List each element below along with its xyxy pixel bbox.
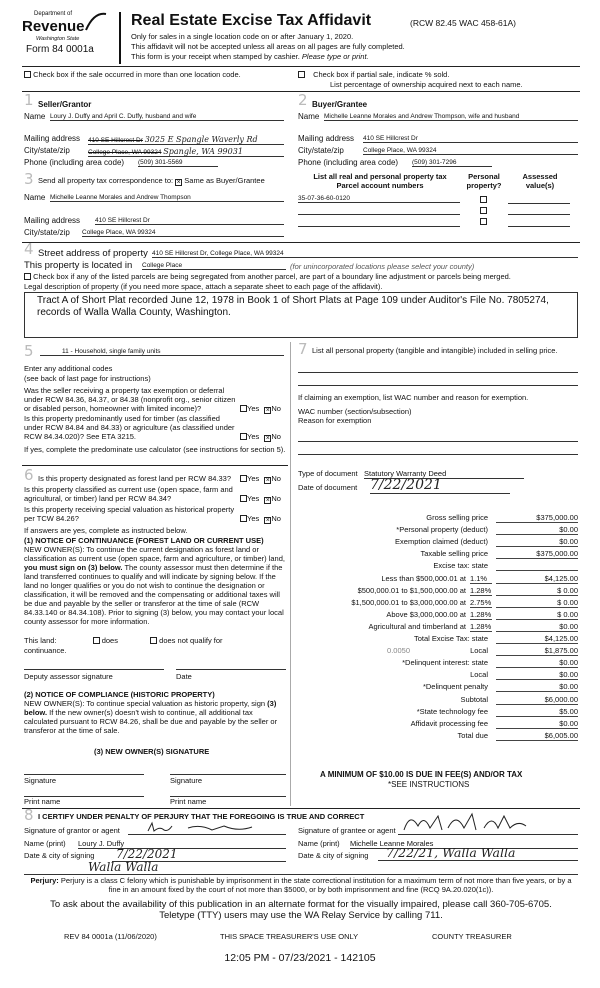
segregated-label: Check box if any of the listed parcels are being segregated from another parcel, are part of a boundary line adjustment or parcels being merged. [33,272,511,281]
calc-value[interactable] [496,561,578,571]
calc-value[interactable]: $375,000.00 [496,549,578,559]
section-number-4: 4 [24,240,34,258]
header-line2: This affidavit will not be accepted unless all areas on all pages are fully completed. [131,42,405,51]
predominate-use-note: If yes, complete the predominate use calculator (see instructions for section 5). [24,445,286,454]
exemption-claim-label: If claiming an exemption, list WAC number and reason for exemption. [298,393,529,402]
exemption-no-checkbox[interactable]: × [265,407,270,414]
current-use-no-checkbox[interactable]: × [265,497,270,504]
historic-text [24,699,288,735]
certify-statement: I CERTIFY UNDER PENALTY OF PERJURY THAT THE FOREGOING IS TRUE AND CORRECT [38,812,365,821]
legal-description-box[interactable] [24,292,578,338]
doc-type-label: Type of document [298,469,358,478]
same-as-buyer-label: Same as Buyer/Grantee [184,176,265,185]
assessed-value-3[interactable] [508,218,570,227]
seller-mail-field[interactable] [88,135,284,145]
perjury-label: Perjury: [30,876,59,885]
revision-label: REV 84 0001a (11/06/2020) [64,932,157,941]
current-use-question: Is this property classified as current use (open space, farm and agricultural, or timber) land per RCW 84.34? [24,485,233,503]
page-title: Real Estate Excise Tax Affidavit [131,12,372,29]
calc-value[interactable]: $375,000.00 [496,513,578,523]
parcel-number-2[interactable] [298,206,460,215]
calc-label: $1,500,000.01 to $3,000,000.00 at [351,598,466,607]
section-number-1: 1 [24,91,34,109]
exemption-no-label: No [271,404,281,413]
forest-yes-checkbox[interactable] [240,475,247,482]
owner-signature-line-1[interactable] [24,773,144,775]
treasurer-space-label: THIS SPACE TREASURER'S USE ONLY [220,932,359,941]
land-does-label: does [101,636,118,645]
historic-text-2: If the new owner(s) doesn't wish to continue, all additional tax calculated pursuant to RCW 84.26, shall be due and payable by the seller or transferor at the time of sale. [24,708,278,735]
calc-rate: 2.75% [470,598,492,607]
personal-property-line-1[interactable] [298,371,578,373]
exemption-yes-checkbox[interactable] [240,405,247,412]
historic-answer [240,514,281,524]
calc-value[interactable]: $4,125.00 [496,634,578,644]
buyer-heading: Buyer/Grantee [312,100,368,109]
calc-value[interactable]: $0.00 [496,658,578,668]
continuance-text-1: NEW OWNER(S): To continue the current designation as forest land or classification as current use (open space, farm and agriculture, or timber) land, [24,545,285,563]
parcel-head-accounts: Parcel account numbers [336,181,424,190]
corr-name-field[interactable]: Michelle Leanne Morales and Andrew Thompson [50,194,284,202]
multi-location-check-row [24,70,241,79]
partial-sale-label: Check box if partial sale, indicate % sold. [313,70,450,79]
exemption-reason-line-2[interactable] [298,453,578,455]
buyer-name-label: Name [298,112,320,121]
personal-property-checkbox-3[interactable] [480,218,487,225]
historic-text-1: NEW OWNER(S): To continue special valuation as historic property, sign [24,699,266,708]
parcel-number-3[interactable] [298,218,460,227]
calc-label: Exemption claimed (deduct) [395,537,488,546]
same-as-buyer-checkbox[interactable]: × [176,179,181,186]
calc-value[interactable]: $ 0.00 [496,598,578,608]
calc-rate: 1.1% [470,574,492,584]
street-label: Street address of property [38,248,148,259]
corr-mail-field[interactable]: 410 SE Hillcrest Dr [95,217,284,225]
grantee-signature-icon [398,810,578,832]
seller-city-field[interactable] [88,147,284,157]
timber-question: Is this property predominantly used for timber (as classified under RCW 84.84 and 84.33) or agriculture (as classified under RCW 84.34.020)? See ETA 3215. [24,414,235,441]
seller-mail-label: Mailing address [24,134,81,143]
buyer-name-field[interactable]: Michelle Leanne Morales and Andrew Thompson, wife and husband [324,113,578,121]
owner-signature-label-1: Signature [24,776,57,785]
calc-label: Less than $500,000.01 at [381,574,466,583]
header-line3 [131,52,369,61]
corr-city-field[interactable]: College Place, WA 99324 [82,229,284,237]
grantee-date-label: Date & city of signing [298,851,369,860]
parcel-number-1[interactable]: 35-07-36-60-0120 [298,195,460,203]
calc-rate: 1.28% [470,622,492,631]
doc-date-label: Date of document [298,483,358,492]
header-divider [119,12,121,64]
wac-number-label: WAC number (section/subsection) [298,407,412,416]
seller-mail-handwritten: 3025 E Spangle Waverly Rd [144,135,258,144]
calc-label: *Personal property (deduct) [396,525,488,534]
doc-date-field[interactable]: 7/22/2021 [370,478,510,494]
land-use-code-field[interactable]: 11 - Household, single family units [40,348,284,356]
title-citation: (RCW 82.45 WAC 458-61A) [410,18,516,28]
grantee-name-label: Name (print) [298,839,340,848]
grantee-date-field[interactable]: 7/22/21, Walla Walla [378,846,578,861]
calc-label: Taxable selling price [420,549,488,558]
historic-question: Is this property receiving special valuation as historical property per TCW 84.26? [24,505,235,523]
corr-mail-label: Mailing address [24,216,81,225]
personal-property-checkbox-2[interactable] [480,207,487,214]
parcel-head-list: List all real and personal property tax [313,172,447,181]
forest-question: Is this property designated as forest land per RCW 84.33? [38,474,232,483]
perjury-text: Perjury is a class C felony which is punishable by imprisonment in the state correctional institution for a maximum term of not more than five years, or by a fine in an amount fixed by the court of not more than $5000, or by both imprisonment and fine (RCQ 9A.20.020(1c)). [60,876,572,894]
grantor-city-field[interactable]: Walla Walla [88,860,159,874]
exemption-question: Was the seller receiving a property tax exemption or deferral under RCW 84.36, 84.37, or 84.38 (nonprofit org., senior citizen or disabled person, homeowner with limited income)? [24,386,236,413]
new-owner-signature-title: (3) NEW OWNER(S) SIGNATURE [94,747,210,756]
header-line3-text: This form is your receipt when stamped by cashier. [131,52,300,61]
historic-yes-checkbox[interactable] [240,515,247,522]
seller-city-label: City/state/zip [24,146,70,155]
corr-name-label: Name [24,193,46,202]
segregated-checkbox[interactable] [24,273,31,280]
this-land-label: This land: [24,636,57,645]
exemption-answer [240,404,281,414]
continuance-text-bold: you must sign on (3) below. [24,563,123,572]
unincorporated-note: (for unincorporated locations please select your county) [290,262,475,271]
current-use-answer [240,494,281,504]
calc-value[interactable]: $5.00 [496,707,578,717]
owner-print-label-1: Print name [24,797,61,806]
grantor-signature-label: Signature of grantor or agent [24,826,120,835]
personal-property-list-label: List all personal property (tangible and intangible) included in selling price. [312,346,558,355]
grantor-name-label: Name (print) [24,839,66,848]
section-number-6: 6 [24,466,34,484]
calc-label: *State technology fee [416,707,488,716]
calc-value[interactable]: $0.00 [496,525,578,535]
calc-label: Local [470,670,488,679]
this-land-row [24,636,288,645]
assessed-value-1[interactable] [508,195,570,204]
historic-yes-label: Yes [247,514,260,523]
calc-value[interactable]: $0.00 [496,719,578,729]
continuance-text [24,545,288,626]
calc-label: Agricultural and timberland at [368,622,466,631]
accessibility-line-1: To ask about the availability of this publication in an alternate format for the visually impaired, please call 360-705-6705. [50,899,552,910]
legal-description-label: Legal description of property (if you need more space, attach a separate sheet to each page of the affidavit). [24,282,383,291]
calc-value[interactable]: $ 0.00 [496,586,578,596]
grantor-date-label: Date & city of signing [24,851,95,860]
personal-property-line-2[interactable] [298,384,578,386]
land-does-not-checkbox[interactable] [150,637,157,644]
personal-property-head: Personal property? [466,172,502,190]
timber-yes-label: Yes [247,432,260,441]
buyer-city-label: City/state/zip [298,146,344,155]
grantee-signature-label: Signature of grantee or agent [298,826,396,835]
accessibility-line-2: Teletype (TTY) users may use the WA Relay Service by calling 711. [159,910,443,921]
calc-label: Gross selling price [426,513,488,522]
calc-value[interactable]: $6,005.00 [496,731,578,741]
seller-city-struck: College Place, WA 99324 [88,149,162,156]
deputy-date-label: Date [176,672,192,681]
logo-dept: Department of [34,11,73,17]
section-number-8: 8 [24,806,34,824]
segregated-check-row [24,272,580,281]
logo-state: Washington State [36,36,80,42]
section-number-3: 3 [24,170,34,188]
header-line3-italic: Please type or print. [301,52,369,61]
column-divider [290,342,291,806]
calc-value[interactable]: $4,125.00 [496,574,578,584]
partial-sale-note: List percentage of ownership acquired next to each name. [330,80,523,89]
additional-codes-label: Enter any additional codes [24,364,113,373]
multi-location-checkbox[interactable] [24,71,31,78]
deputy-signature-label: Deputy assessor signature [24,672,113,681]
perjury-box [24,874,578,897]
grantee-signature-field[interactable] [398,822,578,835]
cashier-stamp: 12:05 PM - 07/23/2021 - 142105 [224,952,376,964]
partial-sale-checkbox[interactable] [298,71,305,78]
forest-no-label: No [271,474,281,483]
calc-value[interactable]: $1,875.00 [496,646,578,656]
located-label: This property is located in [24,260,133,271]
continuance-word: continuance. [24,646,67,655]
timber-no-checkbox[interactable]: × [265,435,270,442]
seller-name-field[interactable]: Loury J. Duffy and April C. Duffy, husband and wife [50,113,284,121]
grantor-name-field[interactable]: Loury J. Duffy [78,839,286,849]
land-does-checkbox[interactable] [93,637,100,644]
owner-print-label-2: Print name [170,797,207,806]
buyer-mail-field[interactable]: 410 SE Hillcrest Dr [363,135,578,143]
calc-label: Subtotal [460,695,488,704]
calc-label: $500,000.01 to $1,500,000.00 at [357,586,466,595]
historic-no-label: No [271,514,281,523]
calc-value[interactable]: $0.00 [496,622,578,632]
owner-signature-label-2: Signature [170,776,203,785]
county-treasurer-label: COUNTY TREASURER [432,932,512,941]
forest-yes-label: Yes [247,474,260,483]
exemption-yes-label: Yes [247,404,260,413]
logo-wordmark: Revenue [22,18,85,35]
calc-label: Excise tax: state [433,561,488,570]
section-number-5: 5 [24,342,34,360]
doc-type-field[interactable]: Statutory Warranty Deed [364,469,524,479]
deputy-signature-line[interactable] [24,668,164,670]
buyer-phone-label: Phone (including area code) [298,158,399,167]
historic-text-bold: (3) below. [24,699,277,717]
grantor-date-field[interactable]: 7/22/2021 [112,848,286,862]
calc-rate: 1.28% [470,610,492,619]
exemption-reason-line-1[interactable] [298,440,578,442]
section-number-2: 2 [298,91,308,109]
located-in-field[interactable]: College Place [142,262,286,270]
grantee-name-field[interactable]: Michelle Leanne Morales [350,839,578,849]
header-line1: Only for sales in a single location code on or after January 1, 2020. [131,32,354,41]
correspondence-row [38,176,265,186]
grantor-signature-icon [128,820,286,834]
timber-no-label: No [271,432,281,441]
timber-answer [240,432,281,442]
form-number: Form 84 0001a [26,44,94,55]
section-number-7: 7 [298,340,308,358]
multi-location-label: Check box if the sale occurred in more than one location code. [33,70,241,79]
historic-no-checkbox[interactable]: × [265,517,270,524]
seller-phone-field[interactable]: (509) 301-5569 [138,159,218,167]
current-use-yes-label: Yes [247,494,260,503]
yes-instructions: If answers are yes, complete as instructed below. [24,526,188,535]
buyer-mail-label: Mailing address [298,134,355,143]
current-use-no-label: No [271,494,281,503]
legal-description-text: Tract A of Short Plat recorded June 12, 1978 in Book 1 of Short Plats at Page 109 under Auditor's File No. 7805274, records of Walla Walla County, Washington. [37,295,549,318]
calc-label: Affidavit processing fee [410,719,488,728]
continuance-title: (1) NOTICE OF CONTINUANCE (FOREST LAND OR CURRENT USE) [24,536,264,545]
owner-signature-line-2[interactable] [170,773,286,775]
calc-label: *Delinquent interest: state [402,658,488,667]
exemption-reason-label: Reason for exemption [298,416,372,425]
see-instructions-note: *SEE INSTRUCTIONS [388,780,470,789]
calc-local-rate: 0.0050 [387,646,410,655]
calc-value[interactable]: $6,000.00 [496,695,578,705]
calc-label: Total Excise Tax: state [413,634,488,643]
additional-codes-note: (see back of last page for instructions) [24,374,151,383]
revenue-logo [22,10,110,55]
calc-value[interactable]: $ 0.00 [496,610,578,620]
forest-answer [240,474,281,484]
minimum-fee-note: A MINIMUM OF $10.00 IS DUE IN FEE(S) AND/OR TAX [320,770,523,779]
historic-title: (2) NOTICE OF COMPLIANCE (HISTORIC PROPERTY) [24,690,215,699]
deputy-date-line[interactable] [176,668,286,670]
seller-phone-label: Phone (including area code) [24,158,125,167]
corr-city-label: City/state/zip [24,228,70,237]
grantor-signature-field[interactable] [128,822,286,835]
land-does-not-label: does not qualify for [159,636,223,645]
calc-value[interactable]: $0.00 [496,537,578,547]
buyer-phone-field[interactable]: (509) 301-7296 [412,159,492,167]
assessed-value-2[interactable] [508,206,570,215]
seller-heading: Seller/Grantor [38,100,92,109]
correspondence-label: Send all property tax correspondence to: [38,176,174,185]
calc-label: Total due [457,731,488,740]
current-use-yes-checkbox[interactable] [240,495,247,502]
timber-yes-checkbox[interactable] [240,433,247,440]
calc-value[interactable]: $0.00 [496,670,578,680]
continuance-text-2: The county assessor must then determine if the land transferred continues to qualify and will indicate by signing below. If the land no longer qualifies or you do not wish to continue the designation or classification, it will be removed and the compensating or additional taxes will be due and payable by the seller or transferor at the time of sale (RCW 84.33.140 or 84.34.108). Prior to signing (3) below, you may contact your local county assessor for more information. [24,563,284,626]
calc-label: Local [470,646,488,655]
seller-mail-struck: 410 SE Hillcrest Dr [88,137,143,144]
parcel-header [300,172,460,190]
calc-label: *Delinquent penalty [422,682,488,691]
street-address-field[interactable]: 410 SE Hillcrest Dr, College Place, WA 99324 [152,250,578,258]
calc-rate: 1.28% [470,586,492,595]
calc-value[interactable]: $0.00 [496,682,578,692]
personal-property-checkbox-1[interactable] [480,196,487,203]
seller-name-label: Name [24,112,46,121]
buyer-city-field[interactable]: College Place, WA 99324 [363,147,578,155]
calc-label: Above $3,000,000.00 at [386,610,466,619]
forest-no-checkbox[interactable]: × [265,477,270,484]
partial-sale-check-row [298,70,449,79]
seller-city-handwritten: Spangle, WA 99031 [163,147,243,156]
assessed-value-head: Assessed value(s) [522,172,558,190]
logo-swoosh-icon [84,10,108,32]
